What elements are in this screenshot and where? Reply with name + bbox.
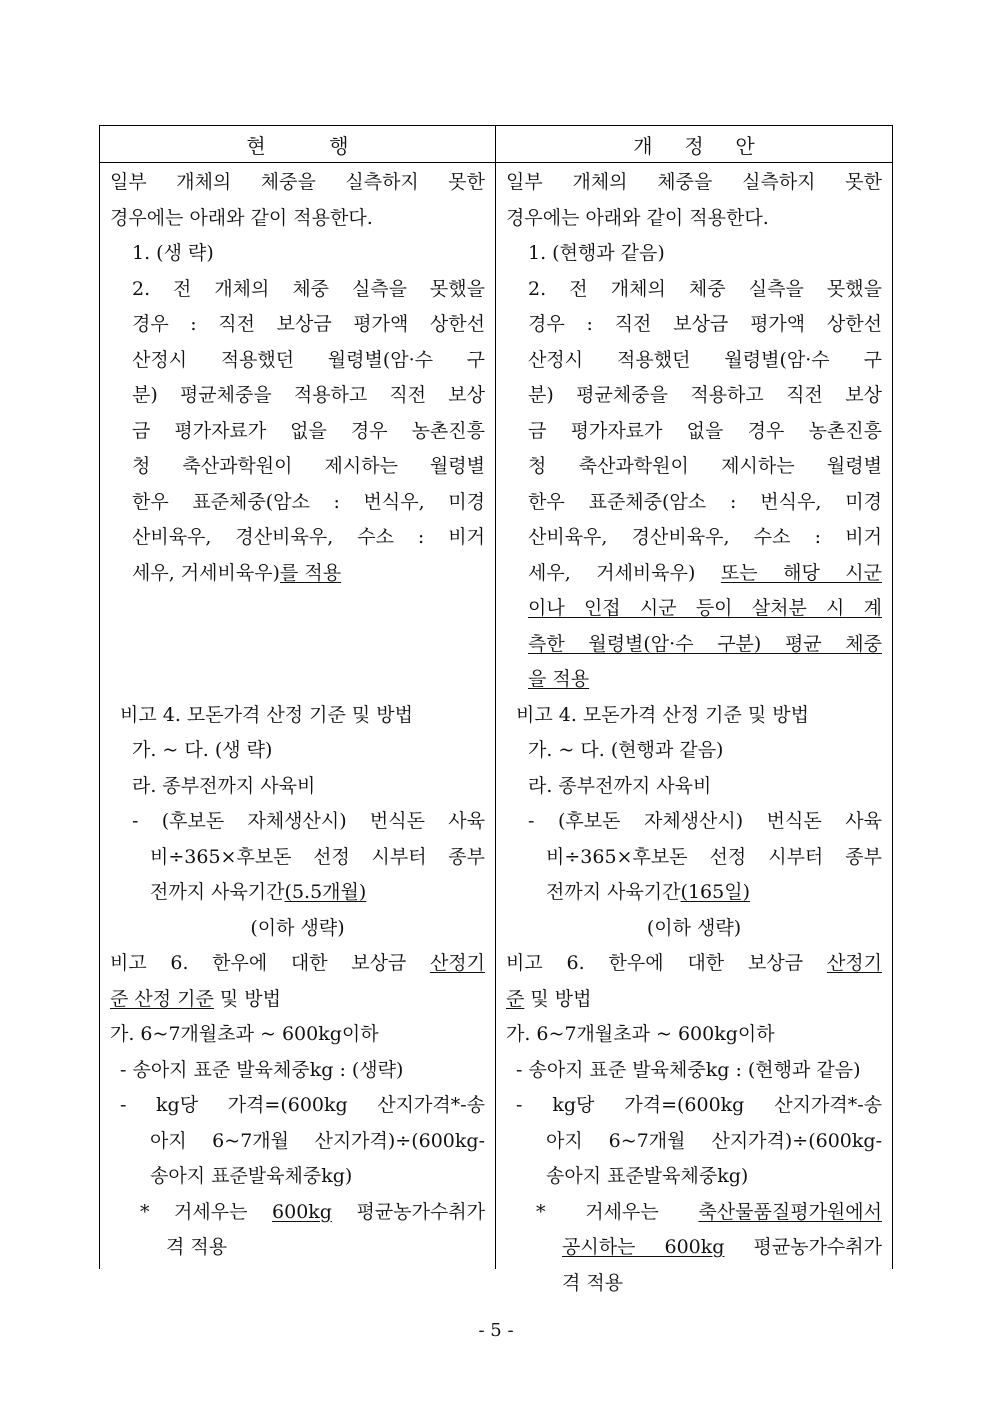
text-line: 1. (생 략)	[132, 242, 214, 264]
text-line: 경우 : 직전 보상금 평가액 상한선	[132, 313, 485, 335]
text-line	[110, 662, 485, 698]
text-line	[506, 556, 882, 592]
text-line	[506, 982, 882, 1018]
underlined-text: 공시하는 600kg	[562, 1236, 725, 1258]
text-line: 산비육우, 경산비육우, 수소 : 비거	[132, 526, 485, 548]
text-line: 아지 6~7개월 산지가격)÷(600kg-	[150, 1129, 485, 1152]
text-line: 청 축산과학원이 제시하는 월령별	[132, 455, 485, 477]
text-line: 비고 4. 모돈가격 산정 기준 및 방법	[120, 703, 413, 726]
line-text: 평균농가수취가	[724, 1236, 882, 1258]
text-line: - (후보돈 자체생산시) 번식돈 사육	[528, 810, 882, 832]
text-line: 한우 표준체중(암소 : 번식우, 미경	[132, 490, 485, 513]
line-text: 전까지 사육기간	[546, 881, 681, 903]
text-line	[506, 946, 882, 982]
text-line	[110, 946, 485, 982]
current-body	[100, 163, 495, 1266]
text-line	[506, 1195, 882, 1231]
text-line	[110, 591, 485, 627]
line-text: 및 방법	[213, 987, 282, 1010]
text-line: 가. 6~7개월초과 ~ 600kg이하	[110, 1023, 379, 1045]
text-line: - (후보돈 자체생산시) 번식돈 사육	[132, 810, 485, 832]
text-line	[506, 591, 882, 627]
line-text: 비고 6. 한우에 대한 보상금	[110, 952, 430, 974]
text-line: 산비육우, 경산비육우, 수소 : 비거	[528, 526, 882, 548]
text-line: 분) 평균체중을 적용하고 직전 보상	[528, 384, 882, 406]
text-line	[110, 875, 485, 911]
text-line: 아지 6~7개월 산지가격)÷(600kg-	[546, 1129, 882, 1152]
underlined-text: 측한 월령별(암·수 구분) 평균 체중	[528, 632, 882, 655]
text-line	[110, 627, 485, 663]
text-line: 가. 6~7개월초과 ~ 600kg이하	[506, 1023, 775, 1045]
amended-column	[496, 126, 893, 1294]
text-line: 일부 개체의 체중을 실측하지 못한	[506, 171, 882, 193]
text-line	[110, 1195, 485, 1231]
text-line: 경우에는 아래와 같이 적용한다.	[506, 206, 769, 229]
line-text: 전까지 사육기간	[150, 881, 285, 903]
text-line: 금 평가자료가 없을 경우 농촌진흥	[132, 419, 485, 442]
current-header: 현 행	[100, 126, 495, 163]
line-text: 비고 6. 한우에 대한 보상금	[506, 952, 827, 974]
text-line: (이하 생략)	[250, 916, 345, 939]
text-line	[506, 1230, 882, 1266]
underlined-text: 을 적용	[528, 668, 590, 690]
page-number: - 5 -	[478, 1320, 514, 1341]
comparison-table	[99, 125, 893, 1294]
text-line	[110, 556, 485, 592]
underlined-text: 600kg	[272, 1200, 332, 1223]
text-line: 2. 전 개체의 체중 실측을 못했을	[528, 277, 882, 300]
underlined-text: 이나 인접 시군 등이 살처분 시 계	[528, 597, 882, 619]
text-line: 1. (현행과 같음)	[528, 242, 665, 264]
text-line: 비고 4. 모돈가격 산정 기준 및 방법	[516, 703, 809, 726]
underlined-text: (5.5개월)	[284, 881, 367, 903]
amended-body	[496, 163, 892, 1301]
text-line: 가. ~ 다. (생 략)	[132, 739, 273, 761]
underlined-text: 를 적용	[279, 561, 342, 584]
text-line: 송아지 표준발육체중kg)	[150, 1165, 353, 1187]
text-line	[506, 627, 882, 663]
text-line: 2. 전 개체의 체중 실측을 못했을	[132, 277, 485, 300]
text-line: 경우에는 아래와 같이 적용한다.	[110, 206, 373, 229]
text-line: (이하 생략)	[646, 916, 742, 939]
amended-header: 개 정 안	[496, 126, 892, 163]
underlined-text: 준	[506, 987, 525, 1010]
text-line: 한우 표준체중(암소 : 번식우, 미경	[528, 490, 882, 513]
text-line: 비÷365×후보돈 선정 시부터 종부	[546, 845, 882, 868]
underlined-text: 산정기	[826, 952, 882, 974]
line-text: 및 방법	[524, 987, 592, 1010]
text-line	[506, 662, 882, 698]
line-text: 평균농가수취가	[331, 1200, 485, 1223]
text-line: - 송아지 표준 발육체중kg : (현행과 같음)	[516, 1058, 861, 1081]
text-line: 비÷365×후보돈 선정 시부터 종부	[150, 845, 485, 868]
text-line: 산정시 적용했던 월령별(암·수 구	[132, 348, 485, 371]
text-line: 일부 개체의 체중을 실측하지 못한	[110, 171, 485, 193]
text-line: - 송아지 표준 발육체중kg : (생략)	[120, 1058, 404, 1081]
underlined-text: 또는 해당 시군	[720, 561, 882, 584]
text-line: 격 적용	[166, 1236, 228, 1258]
underlined-text: 준 산정 기준	[110, 987, 214, 1010]
underlined-text: 산정기	[429, 952, 485, 974]
text-line: 송아지 표준발육체중kg)	[546, 1165, 749, 1187]
text-line: 경우 : 직전 보상금 평가액 상한선	[528, 313, 882, 335]
underlined-text: 축산물품질평가원에서	[698, 1200, 882, 1223]
line-text: 세우, 거세비육우)	[132, 561, 280, 584]
line-text: * 거세우는	[536, 1200, 699, 1223]
text-line: 분) 평균체중을 적용하고 직전 보상	[132, 384, 485, 406]
text-line: 금 평가자료가 없을 경우 농촌진흥	[528, 419, 882, 442]
text-line: - kg당 가격=(600kg 산지가격*-송	[516, 1094, 882, 1116]
text-line: 라. 종부전까지 사육비	[132, 774, 316, 797]
text-line	[506, 875, 882, 911]
text-line: 산정시 적용했던 월령별(암·수 구	[528, 348, 882, 371]
text-line: 라. 종부전까지 사육비	[528, 774, 712, 797]
line-text: 세우, 거세비육우)	[528, 561, 721, 584]
text-line: 격 적용	[562, 1271, 624, 1294]
current-column	[99, 126, 496, 1269]
underlined-text: (165일)	[680, 881, 750, 903]
text-line: - kg당 가격=(600kg 산지가격*-송	[120, 1094, 485, 1116]
text-line: 가. ~ 다. (현행과 같음)	[528, 739, 724, 761]
text-line	[110, 982, 485, 1018]
text-line: 청 축산과학원이 제시하는 월령별	[528, 455, 882, 477]
line-text: * 거세우는	[140, 1200, 273, 1223]
